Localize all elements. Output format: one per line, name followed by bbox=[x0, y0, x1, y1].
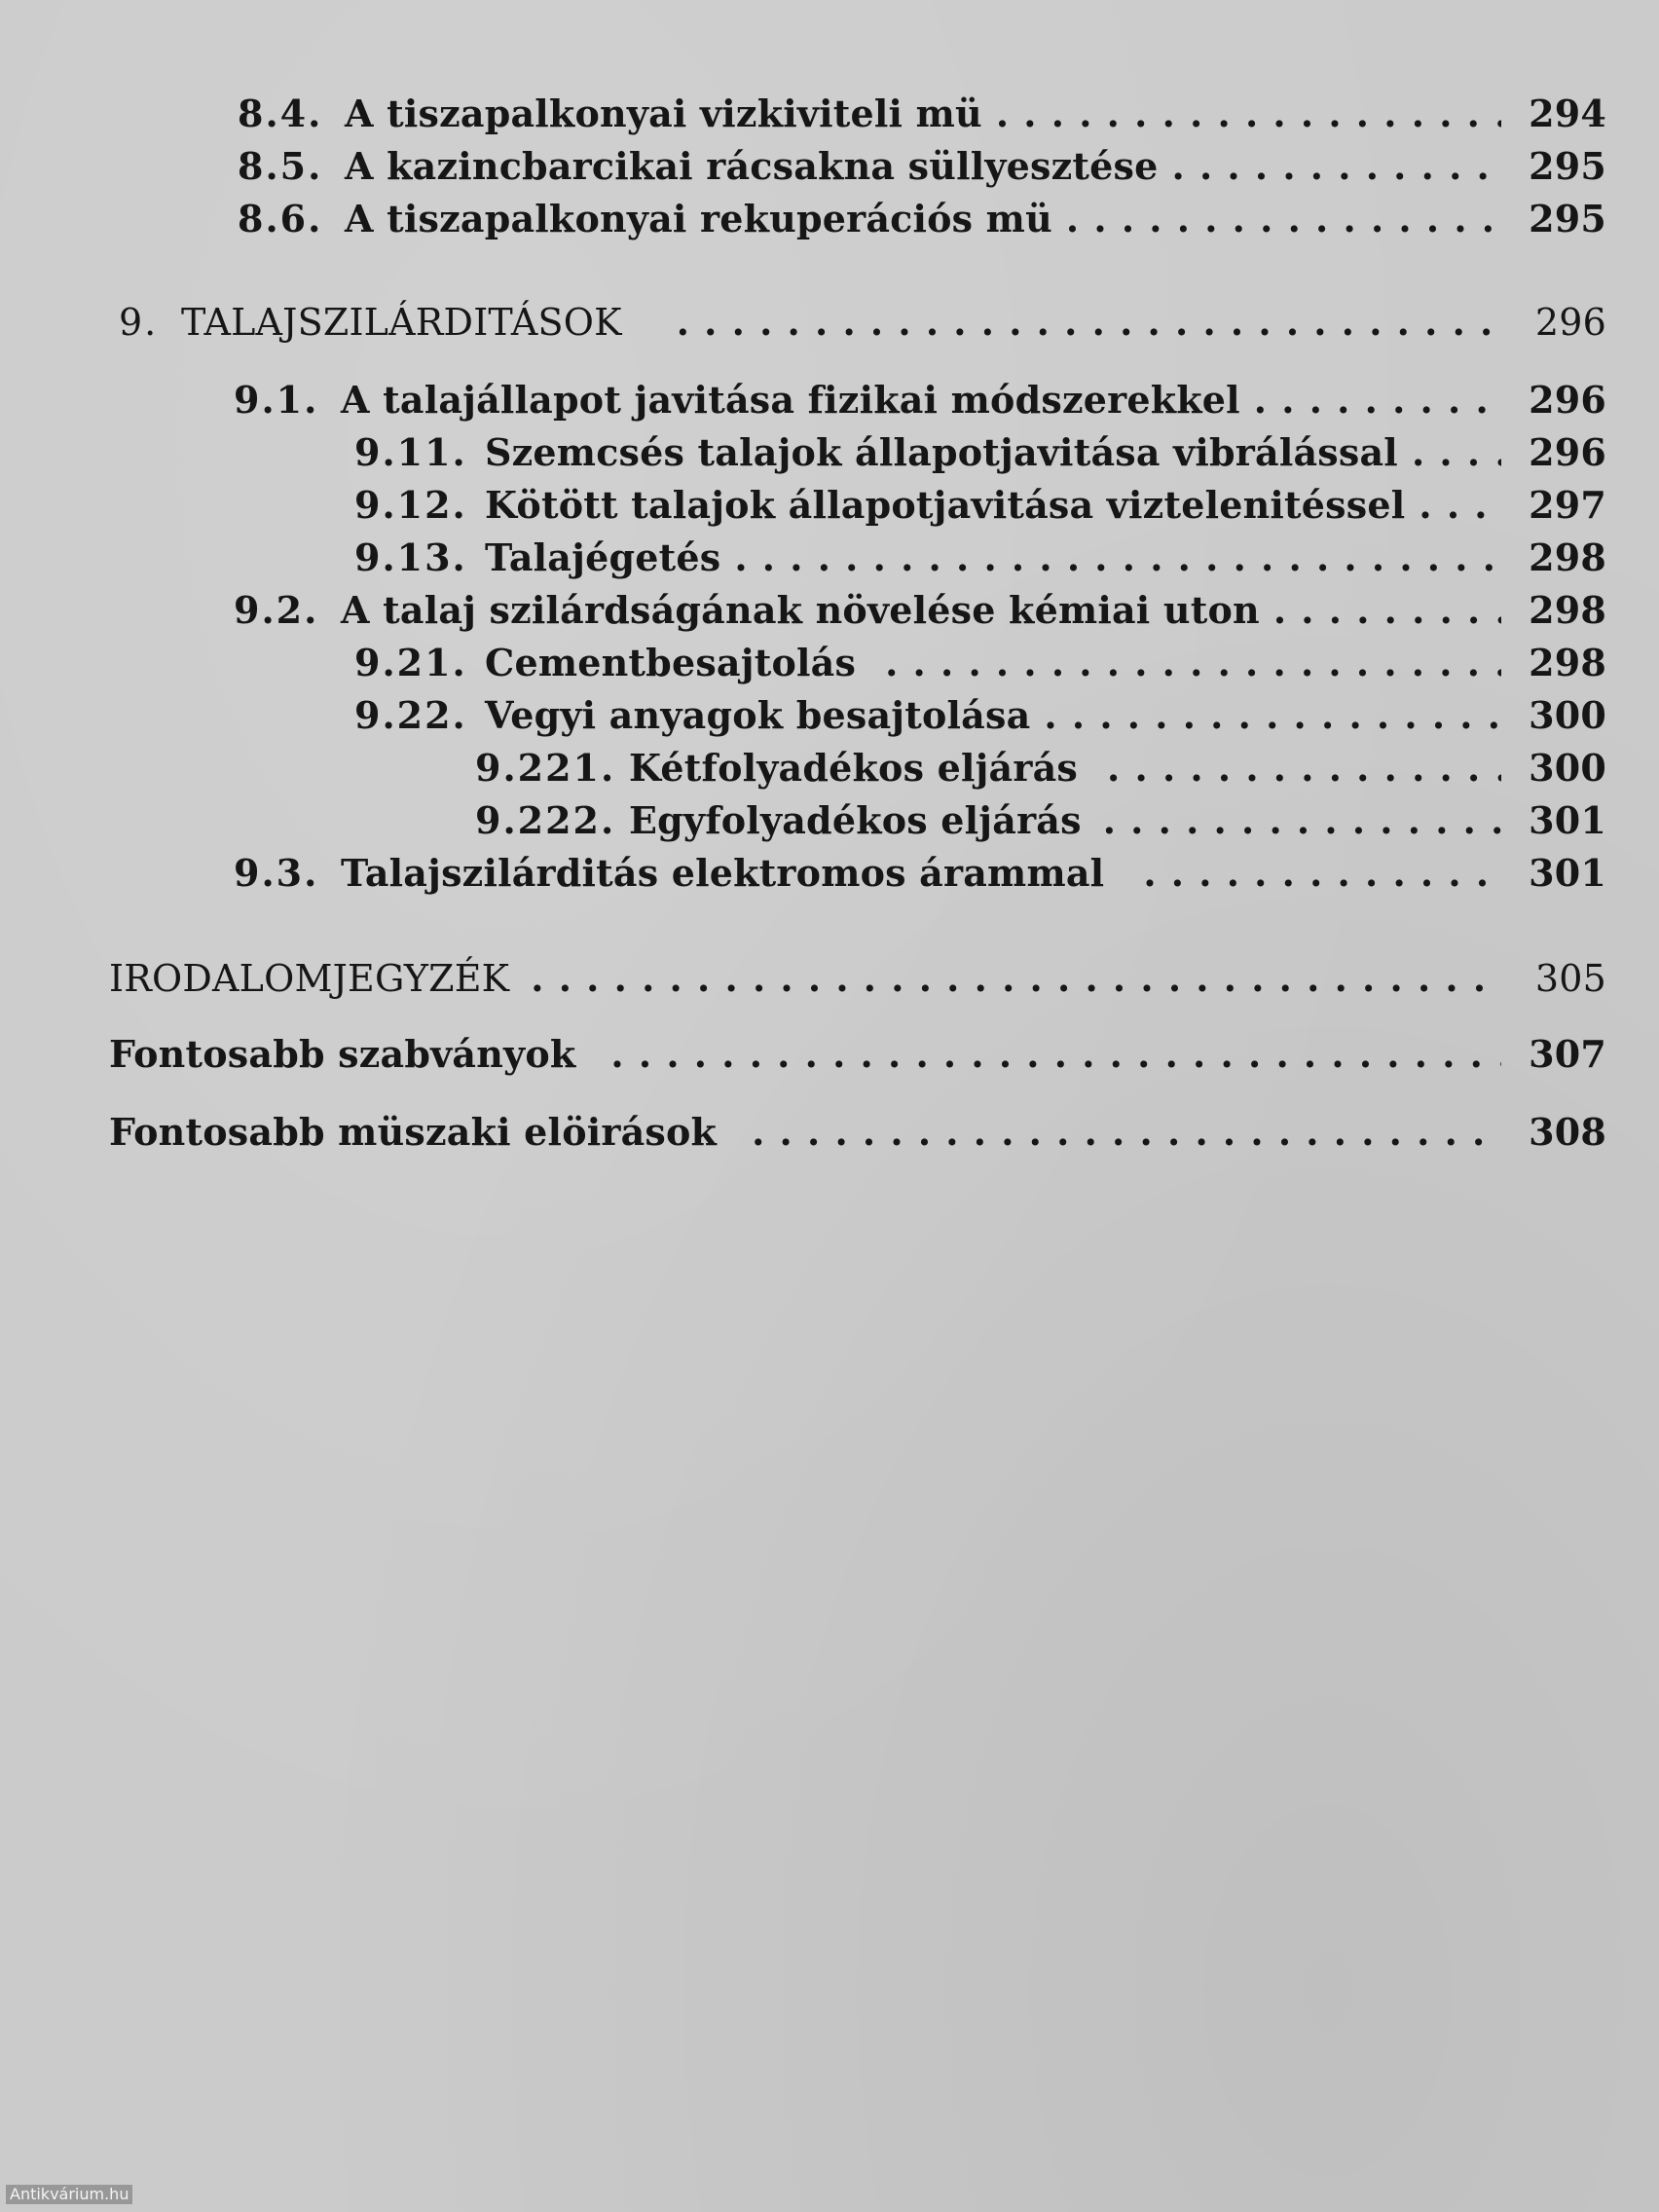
toc-leader bbox=[885, 639, 1501, 687]
toc-leader bbox=[1107, 744, 1501, 793]
toc-leader bbox=[1103, 796, 1501, 845]
toc-title: IRODALOMJEGYZÉK bbox=[109, 957, 510, 1000]
toc-page-number: 298 bbox=[1529, 641, 1606, 684]
toc-page-number: 301 bbox=[1529, 798, 1606, 842]
toc-title: Egyfolyadékos eljárás bbox=[629, 798, 1082, 842]
toc-title: A tiszapalkonyai rekuperációs mü bbox=[345, 197, 1052, 240]
toc-page-number: 300 bbox=[1529, 693, 1606, 737]
toc-title: Szemcsés talajok állapotjavitása vibrálással bbox=[485, 430, 1398, 474]
toc-title: Fontosabb szabványok bbox=[109, 1032, 576, 1076]
toc-row bbox=[234, 849, 1606, 898]
toc-title: Fontosabb müszaki elöirások bbox=[109, 1110, 718, 1154]
toc-row bbox=[475, 744, 1606, 793]
toc-row bbox=[475, 796, 1606, 845]
toc-page-number: 296 bbox=[1534, 301, 1606, 344]
toc-number: 9.22. bbox=[354, 693, 467, 737]
toc-row bbox=[354, 639, 1606, 687]
toc-page-number: 295 bbox=[1529, 197, 1606, 240]
toc-number: 9.221. bbox=[475, 746, 616, 790]
toc-title: Cementbesajtolás bbox=[485, 641, 857, 684]
toc-row bbox=[354, 534, 1606, 582]
toc-leader bbox=[1143, 849, 1501, 898]
toc-page-number: 308 bbox=[1529, 1110, 1606, 1154]
toc-row bbox=[354, 428, 1606, 477]
toc-row bbox=[119, 298, 1606, 347]
toc-leader bbox=[531, 954, 1501, 1003]
toc-page-number: 300 bbox=[1529, 746, 1606, 790]
toc-page-number: 296 bbox=[1529, 378, 1606, 422]
toc-leader bbox=[1419, 481, 1501, 530]
toc-page-number: 301 bbox=[1529, 851, 1606, 895]
toc-title: A kazincbarcikai rácsakna süllyesztése bbox=[345, 144, 1159, 188]
toc-row bbox=[238, 142, 1606, 191]
toc-row bbox=[354, 481, 1606, 530]
toc-number: 8.5. bbox=[238, 144, 323, 188]
toc-leader bbox=[1254, 376, 1501, 424]
toc-number: 9.3. bbox=[234, 851, 319, 895]
toc-leader bbox=[1412, 428, 1501, 477]
toc-row bbox=[238, 90, 1606, 138]
toc-number: 9.13. bbox=[354, 535, 467, 579]
toc-title: TALAJSZILÁRDITÁSOK bbox=[181, 301, 622, 344]
toc-number: 9.222. bbox=[475, 798, 616, 842]
toc-number: 9.1. bbox=[234, 378, 319, 422]
watermark-text: Antikvárium.hu bbox=[6, 2185, 132, 2204]
toc-leader bbox=[752, 1108, 1501, 1157]
toc-page-number: 297 bbox=[1529, 483, 1606, 527]
toc-page-number: 298 bbox=[1529, 535, 1606, 579]
toc-page-number: 295 bbox=[1529, 144, 1606, 188]
toc-row bbox=[109, 1030, 1606, 1079]
toc-number: 9.2. bbox=[234, 588, 319, 632]
toc-title: Kétfolyadékos eljárás bbox=[629, 746, 1079, 790]
toc-page-number: 307 bbox=[1529, 1032, 1606, 1076]
toc-leader bbox=[1273, 586, 1501, 635]
toc-number: 9. bbox=[119, 301, 159, 344]
toc-number: 9.12. bbox=[354, 483, 467, 527]
toc-leader bbox=[1044, 691, 1501, 740]
toc-row bbox=[109, 1108, 1606, 1157]
toc-number: 8.6. bbox=[238, 197, 323, 240]
toc-leader bbox=[996, 90, 1501, 138]
toc-number: 8.4. bbox=[238, 92, 323, 135]
toc-title: Vegyi anyagok besajtolása bbox=[485, 693, 1031, 737]
toc-leader bbox=[677, 298, 1501, 347]
toc-page-number: 305 bbox=[1534, 957, 1606, 1000]
toc-leader bbox=[610, 1030, 1501, 1079]
toc-row bbox=[354, 691, 1606, 740]
toc-leader bbox=[734, 534, 1501, 582]
toc-row bbox=[234, 376, 1606, 424]
toc-number: 9.11. bbox=[354, 430, 467, 474]
toc-title: Talajégetés bbox=[485, 535, 721, 579]
toc-title: A talajállapot javitása fizikai módszerekkel bbox=[341, 378, 1240, 422]
toc-title: Kötött talajok állapotjavitása viztelenitéssel bbox=[485, 483, 1406, 527]
toc-page-number: 298 bbox=[1529, 588, 1606, 632]
toc-number: 9.21. bbox=[354, 641, 467, 684]
toc-leader bbox=[1171, 142, 1501, 191]
toc-title: Talajszilárditás elektromos árammal bbox=[341, 851, 1105, 895]
toc-page-number: 294 bbox=[1529, 92, 1606, 135]
toc-row bbox=[109, 954, 1606, 1003]
toc-row bbox=[238, 195, 1606, 243]
toc-title: A tiszapalkonyai vizkiviteli mü bbox=[345, 92, 982, 135]
toc-leader bbox=[1066, 195, 1501, 243]
toc-page-number: 296 bbox=[1529, 430, 1606, 474]
toc-row bbox=[234, 586, 1606, 635]
toc-title: A talaj szilárdságának növelése kémiai uton bbox=[341, 588, 1260, 632]
